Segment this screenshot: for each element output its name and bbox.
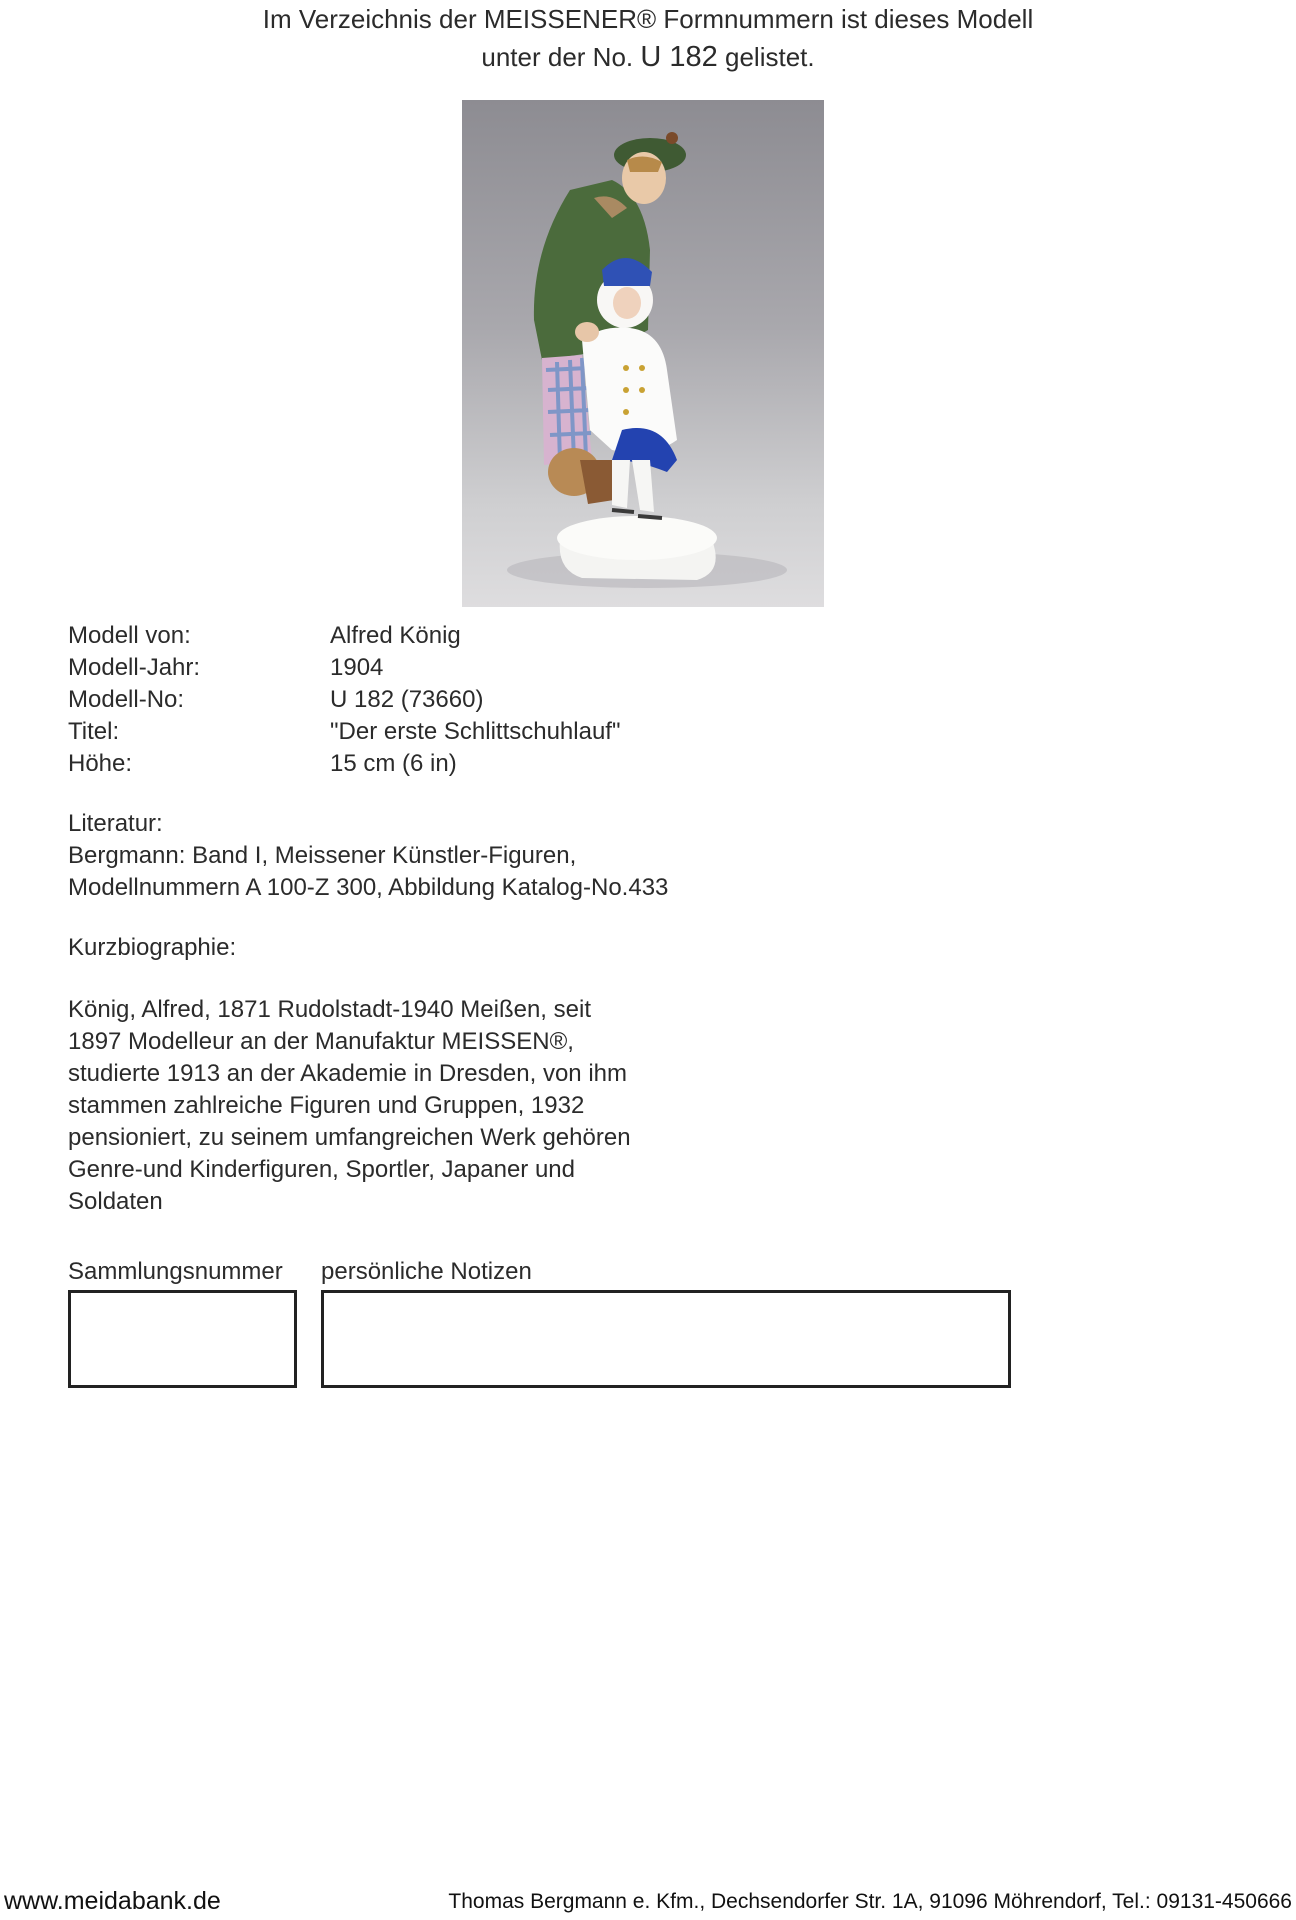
detail-value: Alfred König (330, 622, 461, 649)
detail-row-modell-no (68, 684, 968, 716)
literatur-line-2: Modellnummern A 100-Z 300, Abbildung Katalog-No.433 (68, 874, 669, 901)
detail-row-hoehe (68, 748, 968, 780)
literatur-line-1: Bergmann: Band I, Meissener Künstler-Figuren, (68, 842, 577, 869)
biography-line: Genre-und Kinderfiguren, Sportler, Japaner und (68, 1156, 575, 1183)
header-model-number: U 182 (640, 41, 718, 73)
biography-line: pensioniert, zu seinem umfangreichen Werk gehören (68, 1124, 631, 1151)
detail-label: Höhe: (68, 750, 133, 777)
header-line-2 (0, 38, 1296, 76)
collection-number-field[interactable] (68, 1290, 297, 1388)
detail-value: U 182 (73660) (330, 686, 484, 713)
detail-label: Modell von: (68, 622, 191, 649)
footer-address: Thomas Bergmann e. Kfm., Dechsendorfer Str. 1A, 91096 Möhrendorf, Tel.: 09131-450666 (448, 1890, 1292, 1913)
detail-label: Titel: (68, 718, 120, 745)
biography-heading: Kurzbiographie: (68, 934, 237, 961)
header-suffix: gelistet. (725, 42, 815, 72)
biography-line: stammen zahlreiche Figuren und Gruppen, 1932 (68, 1092, 585, 1119)
header-line-1: Im Verzeichnis der MEISSENER® Formnummern ist dieses Modell (262, 4, 1034, 34)
figurine-illustration (462, 100, 824, 607)
detail-label: Modell-Jahr: (68, 654, 201, 681)
footer-website-link[interactable]: www.meidabank.de (4, 1887, 221, 1915)
page-header (0, 0, 1296, 76)
detail-value: 15 cm (6 in) (330, 750, 457, 777)
detail-label: Modell-No: (68, 686, 185, 713)
personal-notes-field[interactable] (321, 1290, 1011, 1388)
detail-row-titel (68, 716, 968, 748)
collection-number-label: Sammlungsnummer (68, 1258, 283, 1285)
page-footer (0, 1880, 1296, 1920)
personal-notes-label: persönliche Notizen (321, 1258, 532, 1285)
detail-value: "Der erste Schlittschuhlauf" (330, 718, 621, 745)
biography-line: König, Alfred, 1871 Rudolstadt-1940 Meißen, seit (68, 996, 591, 1023)
biography-line: studierte 1913 an der Akademie in Dresden, von ihm (68, 1060, 627, 1087)
literatur-heading: Literatur: (68, 810, 163, 837)
detail-value: 1904 (330, 654, 384, 681)
detail-row-modell-von (68, 620, 968, 652)
model-details (68, 620, 968, 1218)
header-prefix: unter der No. (481, 42, 634, 72)
detail-row-modell-jahr (68, 652, 968, 684)
figurine-photo (462, 100, 824, 607)
biography-line: Soldaten (68, 1188, 163, 1215)
biography-line: 1897 Modelleur an der Manufaktur MEISSEN®, (68, 1028, 574, 1055)
